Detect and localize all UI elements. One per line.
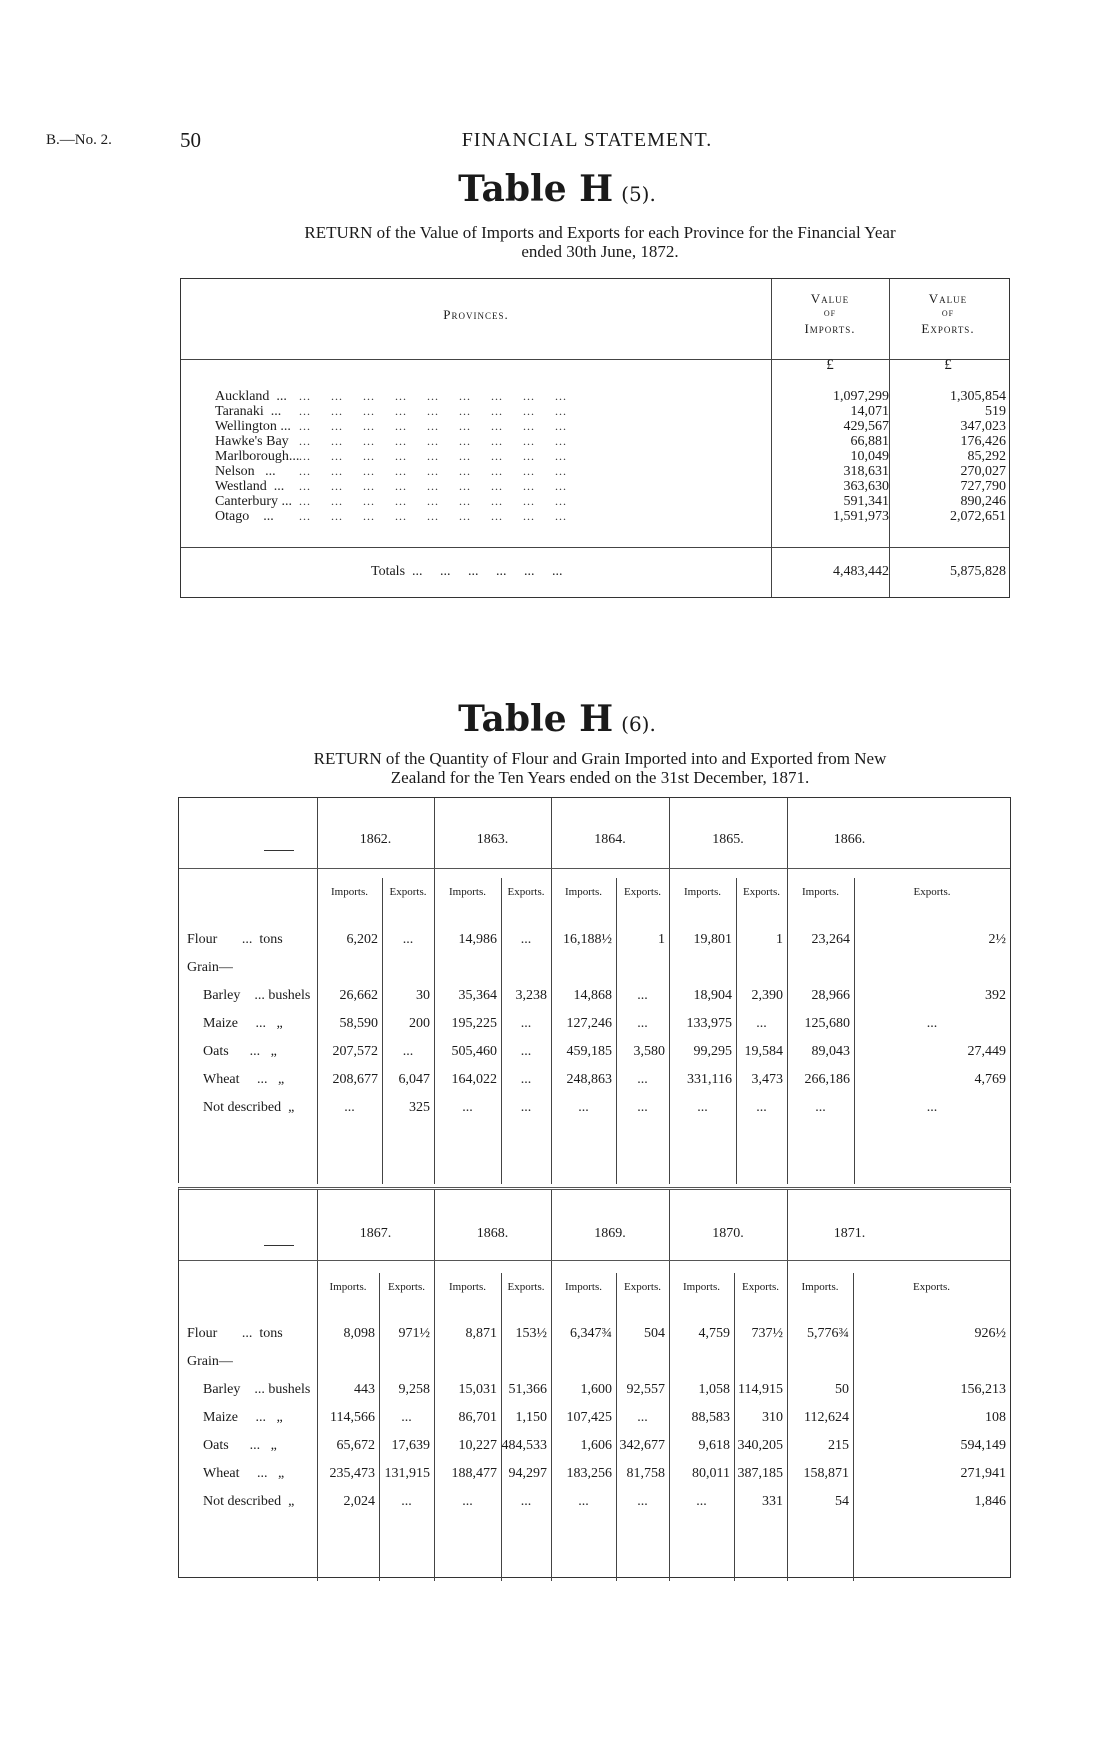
cell-imports: 58,590 — [339, 1016, 378, 1031]
subheader-imports: Imports. — [801, 1281, 839, 1293]
cell-imports: 23,264 — [811, 932, 850, 947]
subheader-exports: Exports. — [913, 1281, 950, 1293]
cell-exports: ... — [402, 1044, 414, 1059]
cell-exports: 9,258 — [398, 1382, 430, 1397]
subheader-exports: Exports. — [624, 1281, 661, 1293]
table-h5 — [180, 278, 1010, 598]
row-label: Grain— — [187, 960, 233, 975]
province-name: Hawke's Bay — [215, 434, 289, 449]
row-label: Barley ... bushels — [203, 988, 311, 1003]
cell-exports: 3,580 — [633, 1044, 665, 1059]
table-h5-description — [190, 223, 1010, 261]
province-name: Westland ... — [215, 479, 285, 494]
cell-exports: 131,915 — [384, 1466, 430, 1481]
province-imports: 66,881 — [850, 434, 889, 449]
year-header: 1869. — [594, 1226, 626, 1241]
province-exports: 1,305,854 — [950, 389, 1006, 404]
year-header: 1863. — [476, 832, 509, 847]
year-header: 1867. — [359, 1226, 392, 1241]
cell-exports: ... — [520, 1044, 532, 1059]
column-header-exports-line2: of — [941, 307, 955, 319]
cell-exports: 331 — [762, 1494, 783, 1509]
cell-exports: 2½ — [988, 932, 1006, 947]
header-dash — [264, 1245, 294, 1246]
province-imports: 14,071 — [850, 404, 889, 419]
cell-imports: 133,975 — [686, 1016, 732, 1031]
subheader-exports: Exports. — [389, 886, 427, 898]
table-h6-description-line1: RETURN of the Quantity of Flour and Grain Imported into and Exported from New — [313, 749, 887, 768]
province-imports: 363,630 — [843, 479, 889, 494]
row-label: Oats ... „ — [203, 1044, 277, 1059]
cell-exports: 1 — [658, 932, 665, 947]
totals-label: Totals ... ... ... ... ... ... — [371, 564, 563, 579]
cell-exports: 51,366 — [508, 1382, 547, 1397]
cell-exports: 484,533 — [501, 1438, 547, 1453]
leader-dots: ... ... ... ... ... ... ... ... ... — [299, 509, 567, 523]
unit-exports: £ — [944, 357, 952, 373]
totals-imports: 4,483,442 — [833, 564, 889, 579]
cell-exports: ... — [520, 1494, 532, 1509]
province-exports: 176,426 — [960, 434, 1006, 449]
province-name: Otago ... — [215, 509, 274, 524]
leader-dots: ... ... ... ... ... ... ... ... ... — [299, 434, 567, 448]
cell-imports: 248,863 — [566, 1072, 612, 1087]
cell-imports: ... — [697, 1100, 708, 1115]
cell-exports: 971½ — [398, 1326, 430, 1341]
column-header-imports — [771, 291, 889, 336]
column-divider — [734, 1273, 735, 1581]
province-exports: 270,027 — [960, 464, 1006, 479]
cell-imports: 114,566 — [330, 1410, 375, 1425]
cell-imports: ... — [578, 1100, 589, 1115]
cell-imports: 14,868 — [573, 988, 612, 1003]
cell-exports: ... — [756, 1016, 767, 1031]
province-imports: 318,631 — [843, 464, 889, 479]
cell-imports: 2,024 — [343, 1494, 375, 1509]
cell-imports: ... — [696, 1494, 707, 1509]
year-header: 1864. — [594, 832, 626, 847]
table-h6-number: (6). — [621, 712, 656, 736]
cell-exports: 200 — [409, 1016, 430, 1031]
header-dash — [264, 850, 294, 851]
cell-imports: ... — [578, 1494, 589, 1509]
cell-imports: 459,185 — [566, 1044, 612, 1059]
cell-exports: 4,769 — [974, 1072, 1006, 1087]
cell-exports: ... — [637, 1072, 648, 1087]
row-label: Maize ... „ — [203, 1016, 283, 1031]
subheader-imports: Imports. — [802, 886, 839, 898]
subheader-exports: Exports. — [913, 886, 951, 898]
cell-exports: 504 — [644, 1326, 665, 1341]
cell-exports: ... — [520, 932, 532, 947]
cell-exports: 30 — [416, 988, 430, 1003]
cell-imports: 99,295 — [693, 1044, 732, 1059]
cell-imports: 86,701 — [458, 1410, 497, 1425]
province-exports: 347,023 — [960, 419, 1006, 434]
cell-exports: 92,557 — [626, 1382, 665, 1397]
leader-dots: ... ... ... ... ... ... ... ... ... — [299, 419, 567, 433]
leader-dots: ... ... ... ... ... ... ... ... ... — [299, 449, 567, 463]
table-h6-title-text: Table H — [458, 698, 614, 740]
cell-exports: 342,677 — [619, 1438, 665, 1453]
cell-exports: 114,915 — [738, 1382, 783, 1397]
province-name: Marlborough... — [215, 449, 300, 464]
cell-imports: 54 — [835, 1494, 849, 1509]
cell-exports: ... — [402, 932, 414, 947]
cell-imports: 88,583 — [691, 1410, 730, 1425]
totals-exports: 5,875,828 — [950, 564, 1006, 579]
subheader-imports: Imports. — [331, 886, 368, 898]
province-imports: 1,097,299 — [833, 389, 889, 404]
cell-imports: ... — [815, 1100, 826, 1115]
cell-exports: 1,846 — [974, 1494, 1006, 1509]
column-divider — [379, 1273, 380, 1581]
cell-imports: 164,022 — [451, 1072, 497, 1087]
table-h6-block-1867-1871 — [178, 1187, 1011, 1578]
cell-imports: 266,186 — [804, 1072, 850, 1087]
row-label: Wheat ... „ — [203, 1466, 285, 1481]
subheader-exports: Exports. — [507, 1281, 545, 1293]
subheader-exports: Exports. — [507, 886, 545, 898]
subheader-imports: Imports. — [684, 886, 721, 898]
cell-imports: 15,031 — [458, 1382, 497, 1397]
cell-imports: 6,347¾ — [570, 1326, 612, 1341]
cell-imports: 16,188½ — [563, 932, 612, 947]
cell-exports: 156,213 — [960, 1382, 1006, 1397]
table-h5-description-line2: ended 30th June, 1872. — [521, 242, 679, 261]
cell-imports: 35,364 — [458, 988, 497, 1003]
cell-imports: 235,473 — [329, 1466, 375, 1481]
province-name: Canterbury ... — [215, 494, 292, 509]
cell-imports: 1,058 — [698, 1382, 730, 1397]
subheader-imports: Imports. — [449, 1281, 486, 1293]
province-exports: 85,292 — [967, 449, 1006, 464]
cell-exports: 737½ — [751, 1326, 783, 1341]
row-label: Not described „ — [203, 1100, 295, 1115]
cell-imports: 65,672 — [336, 1438, 375, 1453]
year-header: 1865. — [712, 832, 744, 847]
row-label: Wheat ... „ — [203, 1072, 285, 1087]
column-divider — [853, 1273, 854, 1581]
leader-dots: ... ... ... ... ... ... ... ... ... — [299, 404, 567, 418]
subheader-imports: Imports. — [449, 886, 486, 898]
province-exports: 890,246 — [960, 494, 1006, 509]
column-header-imports-line1: Value — [810, 291, 850, 306]
cell-exports: ... — [926, 1100, 938, 1115]
column-divider — [501, 1273, 502, 1581]
cell-exports: 387,185 — [737, 1466, 783, 1481]
cell-exports: 392 — [985, 988, 1006, 1003]
cell-imports: 28,966 — [811, 988, 850, 1003]
cell-exports: 27,449 — [967, 1044, 1006, 1059]
cell-imports: 183,256 — [566, 1466, 612, 1481]
leader-dots: ... ... ... ... ... ... ... ... ... — [299, 479, 567, 493]
row-divider — [179, 868, 1010, 869]
cell-imports: 89,043 — [811, 1044, 850, 1059]
year-header: 1871. — [833, 1226, 866, 1241]
row-label: Flour ... tons — [187, 932, 283, 947]
cell-imports: 19,801 — [693, 932, 732, 947]
year-header: 1866. — [833, 832, 866, 847]
cell-exports: 271,941 — [960, 1466, 1006, 1481]
column-header-imports-line3: Imports. — [804, 321, 856, 336]
column-header-imports-line2: of — [823, 307, 837, 319]
cell-exports: 108 — [985, 1410, 1006, 1425]
cell-exports: 1,150 — [515, 1410, 547, 1425]
cell-imports: 5,776¾ — [807, 1326, 849, 1341]
row-label: Oats ... „ — [203, 1438, 277, 1453]
cell-imports: 6,202 — [346, 932, 378, 947]
province-name: Auckland ... — [215, 389, 287, 404]
cell-exports: ... — [756, 1100, 767, 1115]
cell-imports: 8,871 — [465, 1326, 497, 1341]
province-name: Taranaki ... — [215, 404, 282, 419]
cell-exports: 926½ — [974, 1326, 1006, 1341]
subheader-exports: Exports. — [388, 1281, 425, 1293]
cell-imports: 208,677 — [332, 1072, 378, 1087]
row-label: Maize ... „ — [203, 1410, 283, 1425]
cell-imports: ... — [462, 1494, 473, 1509]
cell-exports: 153½ — [515, 1326, 547, 1341]
table-h5-number: (5). — [621, 182, 656, 206]
cell-imports: 215 — [828, 1438, 849, 1453]
cell-imports: 14,986 — [458, 932, 497, 947]
leader-dots: ... ... ... ... ... ... ... ... ... — [299, 494, 567, 508]
row-divider — [179, 1260, 1010, 1261]
cell-imports: 195,225 — [451, 1016, 497, 1031]
leader-dots: ... ... ... ... ... ... ... ... ... — [299, 464, 567, 478]
cell-exports: ... — [520, 1072, 532, 1087]
table-h6-block-1862-1866 — [178, 797, 1011, 1183]
column-header-provinces: Provinces. — [443, 307, 509, 322]
cell-exports: 2,390 — [751, 988, 783, 1003]
province-name: Wellington ... — [215, 419, 291, 434]
cell-imports: 80,011 — [692, 1466, 730, 1481]
province-exports: 727,790 — [960, 479, 1006, 494]
row-label: Flour ... tons — [187, 1326, 283, 1341]
year-header: 1868. — [476, 1226, 509, 1241]
cell-imports: 9,618 — [698, 1438, 730, 1453]
subheader-exports: Exports. — [742, 1281, 779, 1293]
cell-exports: 17,639 — [391, 1438, 430, 1453]
page-number: 50 — [180, 128, 201, 152]
cell-exports: 81,758 — [626, 1466, 665, 1481]
cell-exports: 3,473 — [751, 1072, 783, 1087]
subheader-imports: Imports. — [565, 886, 602, 898]
subheader-imports: Imports. — [329, 1281, 367, 1293]
cell-imports: 8,098 — [343, 1326, 375, 1341]
row-label: Grain— — [187, 1354, 233, 1369]
cell-exports: ... — [637, 1100, 648, 1115]
cell-exports: ... — [637, 1410, 648, 1425]
year-header: 1862. — [359, 832, 392, 847]
province-exports: 2,072,651 — [950, 509, 1006, 524]
province-imports: 1,591,973 — [833, 509, 889, 524]
cell-imports: 1,606 — [580, 1438, 612, 1453]
document-reference: B.—No. 2. — [46, 132, 112, 148]
cell-imports: 158,871 — [803, 1466, 849, 1481]
cell-imports: 188,477 — [451, 1466, 497, 1481]
leader-dots: ... ... ... ... ... ... ... ... ... — [299, 389, 567, 403]
province-name: Nelson ... — [215, 464, 276, 479]
subheader-imports: Imports. — [683, 1281, 720, 1293]
cell-exports: ... — [637, 1494, 648, 1509]
cell-exports: 325 — [409, 1100, 430, 1115]
cell-exports: ... — [637, 988, 648, 1003]
cell-exports: ... — [637, 1016, 648, 1031]
table-h5-title-text: Table H — [458, 168, 614, 210]
cell-imports: 207,572 — [332, 1044, 378, 1059]
table-h6-description-line2: Zealand for the Ten Years ended on the 31st December, 1871. — [390, 768, 810, 787]
cell-exports: 310 — [762, 1410, 783, 1425]
subheader-exports: Exports. — [624, 886, 661, 898]
cell-exports: ... — [401, 1410, 412, 1425]
row-label: Not described „ — [203, 1494, 295, 1509]
cell-imports: 125,680 — [804, 1016, 850, 1031]
province-exports: 519 — [985, 404, 1006, 419]
cell-imports: 18,904 — [693, 988, 732, 1003]
cell-exports: 3,238 — [515, 988, 547, 1003]
year-header: 1870. — [712, 1226, 744, 1241]
table-h6-title — [0, 698, 1114, 740]
table-h5-title — [0, 168, 1114, 210]
column-divider — [616, 1273, 617, 1581]
table-h6-description — [190, 749, 1010, 787]
cell-imports: 505,460 — [451, 1044, 497, 1059]
table-h5-description-line1: RETURN of the Value of Imports and Exports for each Province for the Financial Year — [304, 223, 896, 242]
cell-imports: 127,246 — [566, 1016, 612, 1031]
cell-imports: 331,116 — [687, 1072, 732, 1087]
cell-imports: 4,759 — [698, 1326, 730, 1341]
cell-exports: 94,297 — [508, 1466, 547, 1481]
column-header-exports-line1: Value — [928, 291, 968, 306]
province-imports: 10,049 — [850, 449, 889, 464]
cell-exports: 6,047 — [398, 1072, 430, 1087]
subheader-exports: Exports. — [743, 886, 780, 898]
cell-imports: ... — [462, 1100, 473, 1115]
cell-imports: 443 — [354, 1382, 375, 1397]
cell-exports: 1 — [776, 932, 783, 947]
cell-imports: 10,227 — [458, 1438, 497, 1453]
unit-imports: £ — [826, 357, 834, 373]
row-label: Barley ... bushels — [203, 1382, 311, 1397]
province-imports: 591,341 — [843, 494, 889, 509]
subheader-imports: Imports. — [565, 1281, 602, 1293]
cell-exports: ... — [520, 1016, 532, 1031]
cell-exports: ... — [520, 1100, 532, 1115]
cell-exports: 594,149 — [960, 1438, 1006, 1453]
cell-exports: ... — [401, 1494, 412, 1509]
cell-imports: 107,425 — [566, 1410, 612, 1425]
cell-imports: 112,624 — [804, 1410, 849, 1425]
cell-imports: 50 — [835, 1382, 849, 1397]
column-header-exports — [889, 291, 1007, 336]
cell-exports: ... — [926, 1016, 938, 1031]
column-header-exports-line3: Exports. — [921, 321, 975, 336]
cell-imports: 26,662 — [339, 988, 378, 1003]
province-imports: 429,567 — [843, 419, 889, 434]
cell-exports: 19,584 — [744, 1044, 783, 1059]
cell-imports: 1,600 — [580, 1382, 612, 1397]
cell-imports: ... — [344, 1100, 355, 1115]
cell-exports: 340,205 — [737, 1438, 783, 1453]
page-title: FINANCIAL STATEMENT. — [461, 129, 713, 151]
